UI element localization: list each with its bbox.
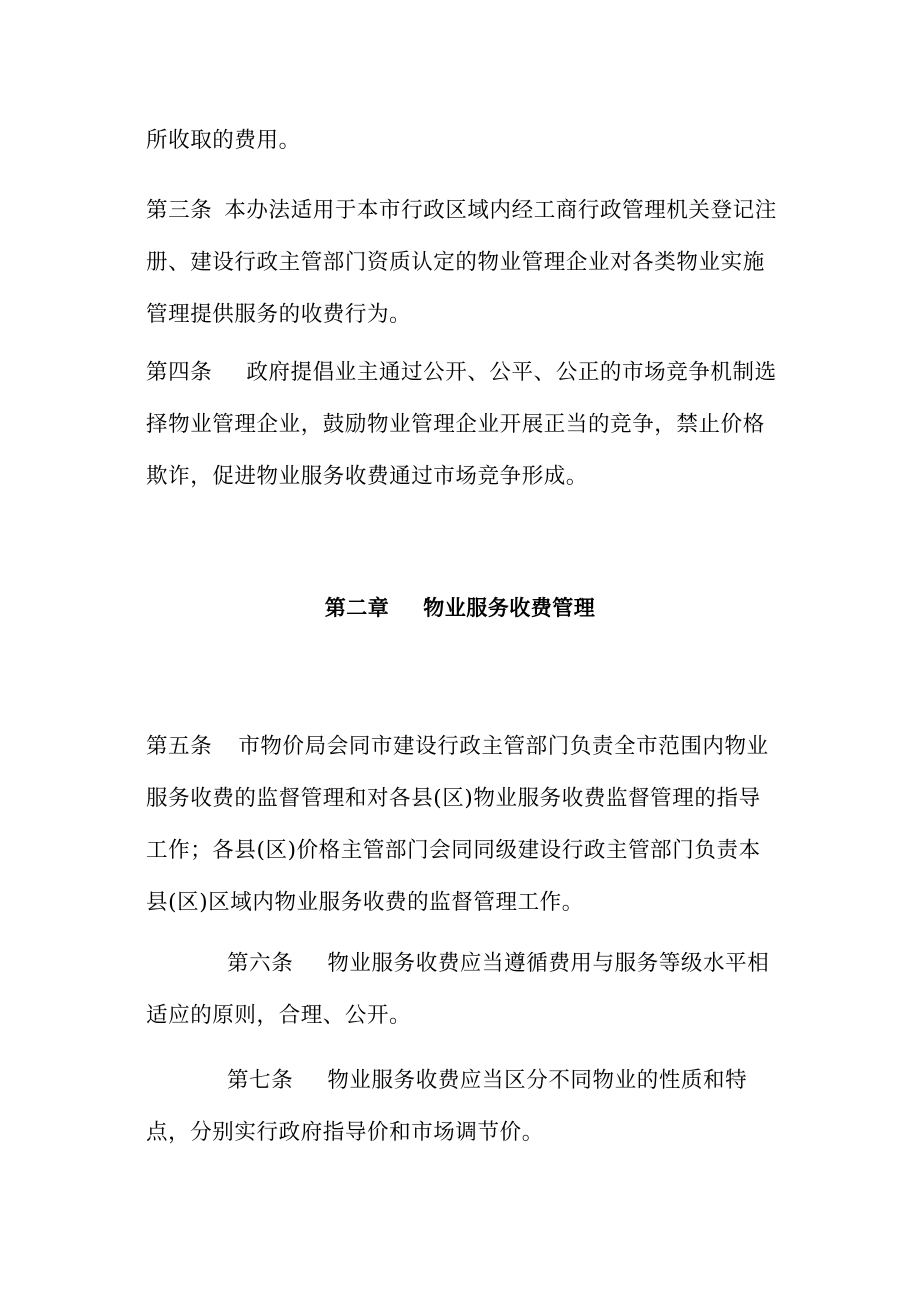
article-6 bbox=[146, 938, 778, 1042]
chapter-title: 物业服务收费管理 bbox=[423, 596, 596, 620]
article-label: 第七条 bbox=[227, 1068, 294, 1093]
article-text: 物业服务收费应当遵循费用与服务等级水平相适应的原则，合理、公开。 bbox=[146, 951, 770, 1028]
paragraph-continuation bbox=[146, 115, 778, 167]
article-text: 物业服务收费应当区分不同物业的性质和特点，分别实行政府指导价和市场调节价。 bbox=[146, 1068, 748, 1145]
article-4 bbox=[146, 347, 778, 503]
article-label: 第四条 bbox=[146, 360, 213, 385]
article-label: 第三条 bbox=[146, 198, 213, 223]
article-7 bbox=[146, 1055, 778, 1159]
article-text: 市物价局会同市建设行政主管部门负责全市范围内物业服务收费的监督管理和对各县(区)物业服务收费监督管理的指导工作；各县(区)价格主管部门会同同级建设行政主管部门负责本县(区)区域内物业服务收费的监督管理工作。 bbox=[146, 734, 769, 915]
article-5 bbox=[146, 721, 778, 929]
article-3 bbox=[146, 185, 778, 341]
article-label: 第六条 bbox=[227, 951, 294, 976]
chapter-heading bbox=[0, 588, 920, 628]
article-text: 政府提倡业主通过公开、公平、公正的市场竞争机制选择物业管理企业，鼓励物业管理企业开展正当的竞争，禁止价格欺诈，促进物业服务收费通过市场竞争形成。 bbox=[146, 360, 777, 489]
article-text: 本办法适用于本市行政区域内经工商行政管理机关登记注册、建设行政主管部门资质认定的物业管理企业对各类物业实施管理提供服务的收费行为。 bbox=[146, 198, 777, 327]
chapter-number: 第二章 bbox=[324, 596, 390, 620]
article-label: 第五条 bbox=[146, 734, 213, 759]
paragraph-text: 所收取的费用。 bbox=[146, 128, 301, 153]
